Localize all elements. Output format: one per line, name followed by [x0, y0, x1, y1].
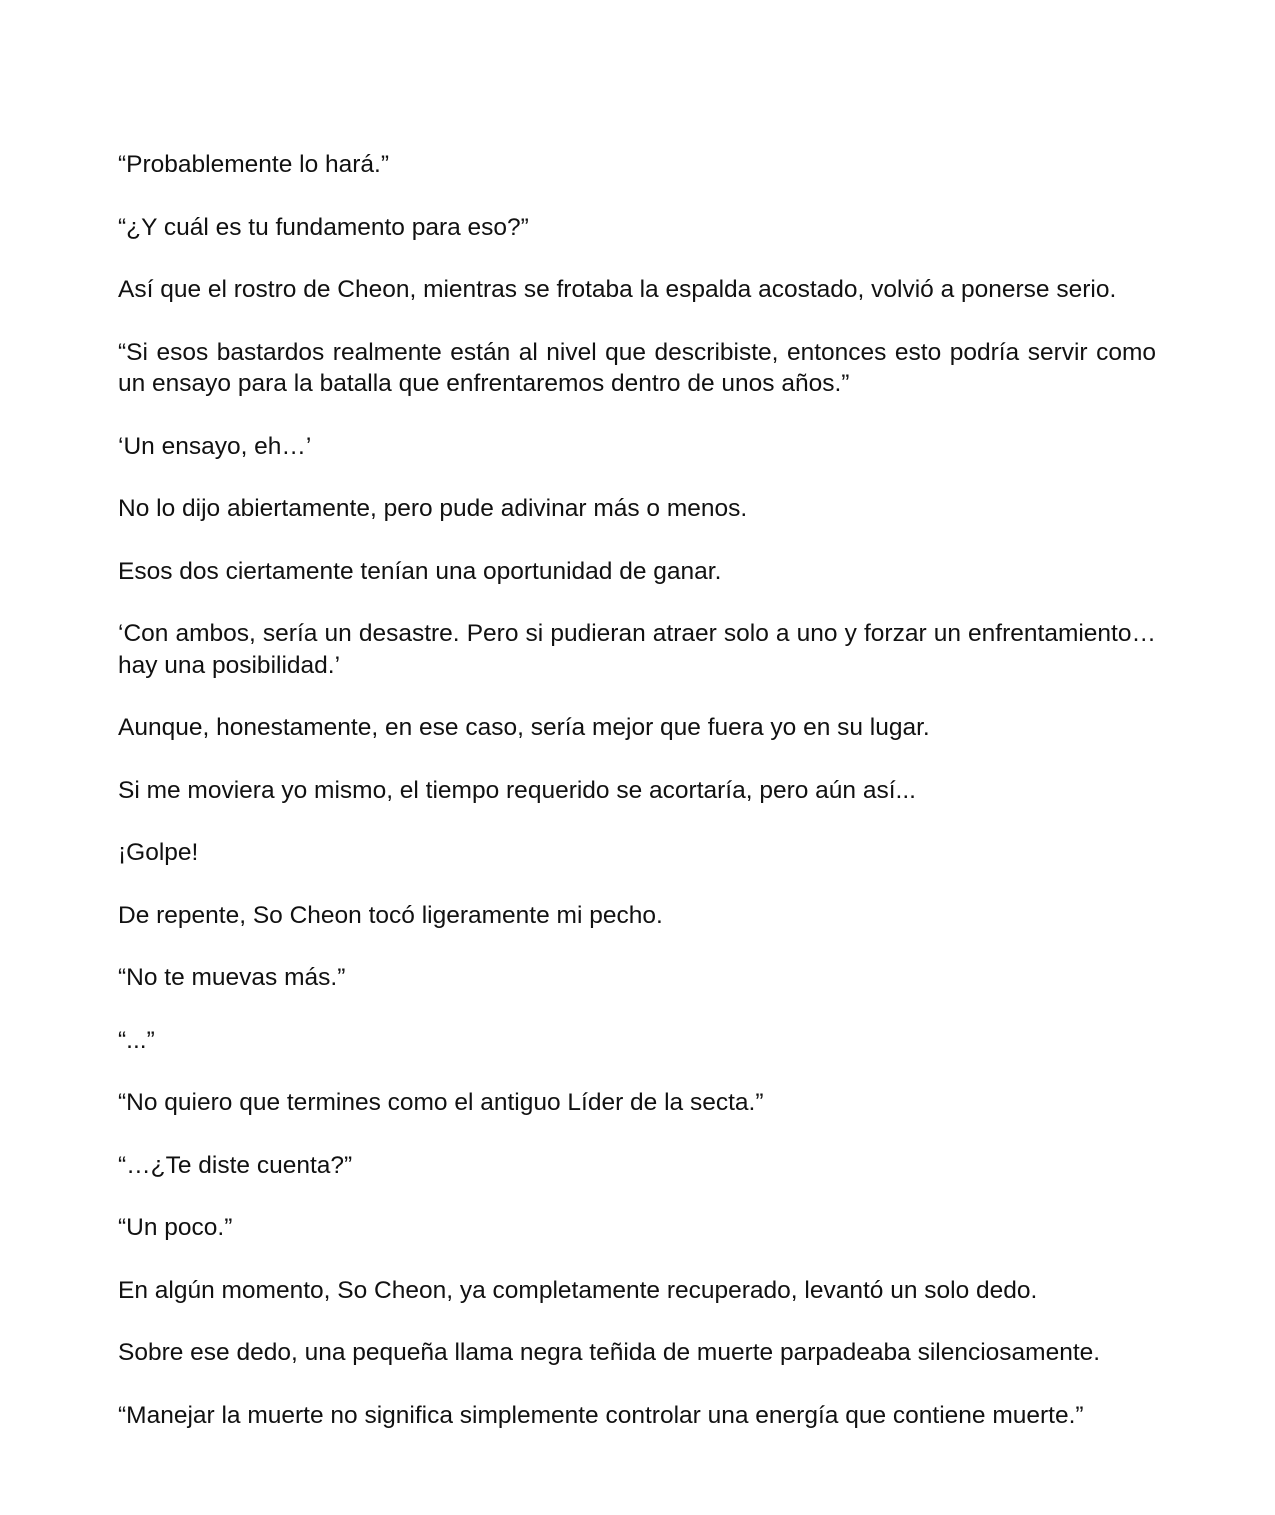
- paragraph: Aunque, honestamente, en ese caso, sería mejor que fuera yo en su lugar.: [118, 714, 930, 741]
- paragraph: ¡Golpe!: [118, 839, 199, 866]
- paragraph: “…¿Te diste cuenta?”: [118, 1151, 353, 1179]
- paragraph: No lo dijo abiertamente, pero pude adivinar más o menos.: [118, 495, 748, 522]
- paragraph: “No te muevas más.”: [118, 964, 346, 991]
- paragraph: “Probablemente lo hará.”: [118, 151, 390, 178]
- paragraph: De repente, So Cheon tocó ligeramente mi pecho.: [118, 901, 663, 929]
- paragraph: “...”: [118, 1026, 155, 1054]
- document-page: [118, 149, 1156, 1462]
- paragraph: Sobre ese dedo, una pequeña llama negra teñida de muerte parpadeaba silenciosamente.: [118, 1339, 1101, 1366]
- paragraph: “¿Y cuál es tu fundamento para eso?”: [118, 213, 529, 241]
- paragraph: En algún momento, So Cheon, ya completamente recuperado, levantó un solo dedo.: [118, 1276, 1038, 1304]
- paragraph: Así que el rostro de Cheon, mientras se frotaba la espalda acostado, volvió a ponerse serio.: [118, 276, 1117, 303]
- paragraph: Si me moviera yo mismo, el tiempo requerido se acortaría, pero aún así...: [118, 776, 916, 804]
- paragraph: ‘Un ensayo, eh…’: [118, 432, 312, 460]
- paragraph: ‘Con ambos, sería un desastre. Pero si pudieran atraer solo a uno y forzar un enfrentamiento… hay una posibilidad.’: [118, 620, 1156, 679]
- paragraph: “No quiero que termines como el antiguo Líder de la secta.”: [118, 1089, 764, 1116]
- paragraph: Esos dos ciertamente tenían una oportunidad de ganar.: [118, 557, 722, 585]
- paragraph: “Manejar la muerte no significa simplemente controlar una energía que contiene muerte.”: [118, 1401, 1084, 1429]
- paragraph: “Si esos bastardos realmente están al nivel que describiste, entonces esto podría servir como un ensayo para la batalla que enfrentaremos dentro de unos años.”: [118, 338, 1156, 397]
- paragraph: “Un poco.”: [118, 1214, 233, 1241]
